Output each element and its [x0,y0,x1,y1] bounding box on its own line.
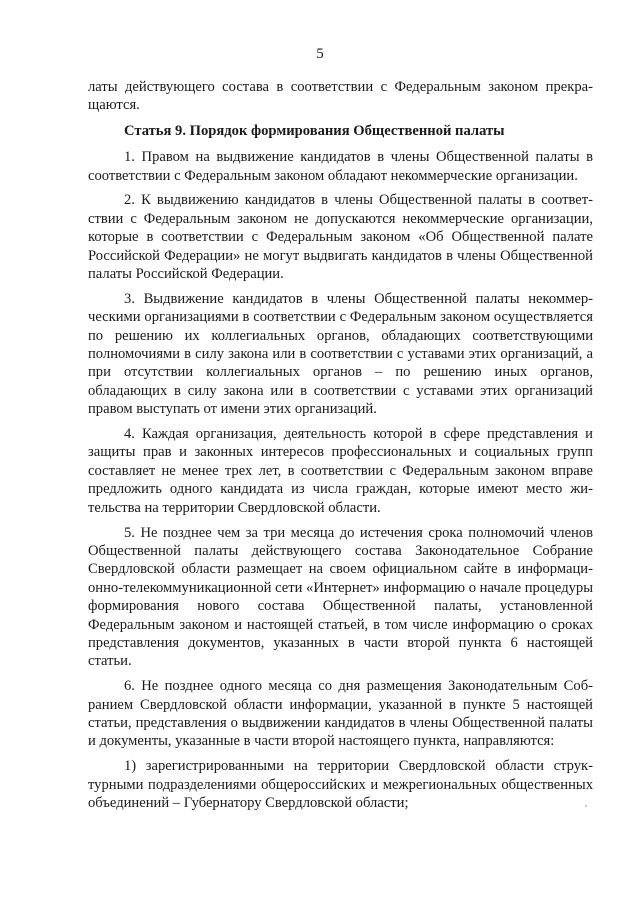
paragraph-4: 4. Каждая организация, деятельность которой в сфере представления и защиты прав и законных интересов профессиональных и социальных групп составляет не менее трех лет, в соответствии с Федеральным законом вправе предложить одного кандидата из числа граждан, которые имеют место жительства на территории Свердловской области. [88,426,593,516]
article-heading: Статья 9. Порядок формирования Общественной палаты [124,122,505,139]
scan-speck [585,805,587,807]
paragraph-5: 5. Не позднее чем за три месяца до истечения срока полномочий членов Общественной палаты действующего состава Законодательное Собрание Свердловской области размещает на своем официальном сайте в информационно-телекоммуникационной сети «Интернет» информацию о начале процедуры формирования нового состава Общественной палаты, установленной Федеральным законом и настоящей статьей, в том числе информацию о сроках представления документов, указанных в части второй пункта 6 настоящей статьи. [88,524,594,670]
paragraph-6-item-1: 1) зарегистрированными на территории Свердловской области структурными подразделениями общероссийских и межрегиональных общественных объединений – Губернатору Свердловской области; [88,758,593,811]
paragraph-2: 2. К выдвижению кандидатов в члены Общественной палаты в соответствии с Федеральным законом не допускаются некоммерческие организации, которые в соответствии с Федеральным законом «Об Общественной палате Российской Федерации» не могут выдвигать кандидатов в члены Общественной палаты Российской Федерации. [88,192,593,283]
document-body [88,78,593,819]
page-number: 5 [316,46,324,62]
paragraph-3: 3. Выдвижение кандидатов в члены Общественной палаты некоммерческими организациями в соответствии с Федеральным законом осуществляется по решению их коллегиальных органов, обладающих соответствующими полномочиями в силу закона или в соответствии с уставами этих организаций, а при отсутствии коллегиальных органов – по решению иных органов, обладающих в силу закона или в соответствии с уставами этих организаций правом выступать от имени этих организаций. [88,290,593,418]
paragraph-6: 6. Не позднее одного месяца со дня размещения Законодательным Собранием Свердловской области информации, указанной в пункте 5 настоящей статьи, представления о выдвижении кандидатов в члены Общественной палаты и документы, указанные в части второй настоящего пункта, направляются: [88,678,593,750]
paragraph-1: 1. Правом на выдвижение кандидатов в члены Общественной палаты в соответствии с Федеральным законом обладают некоммерческие организации. [88,149,593,184]
continuation-paragraph: латы действующего состава в соответствии с Федеральным законом прекращаются. [88,79,593,114]
